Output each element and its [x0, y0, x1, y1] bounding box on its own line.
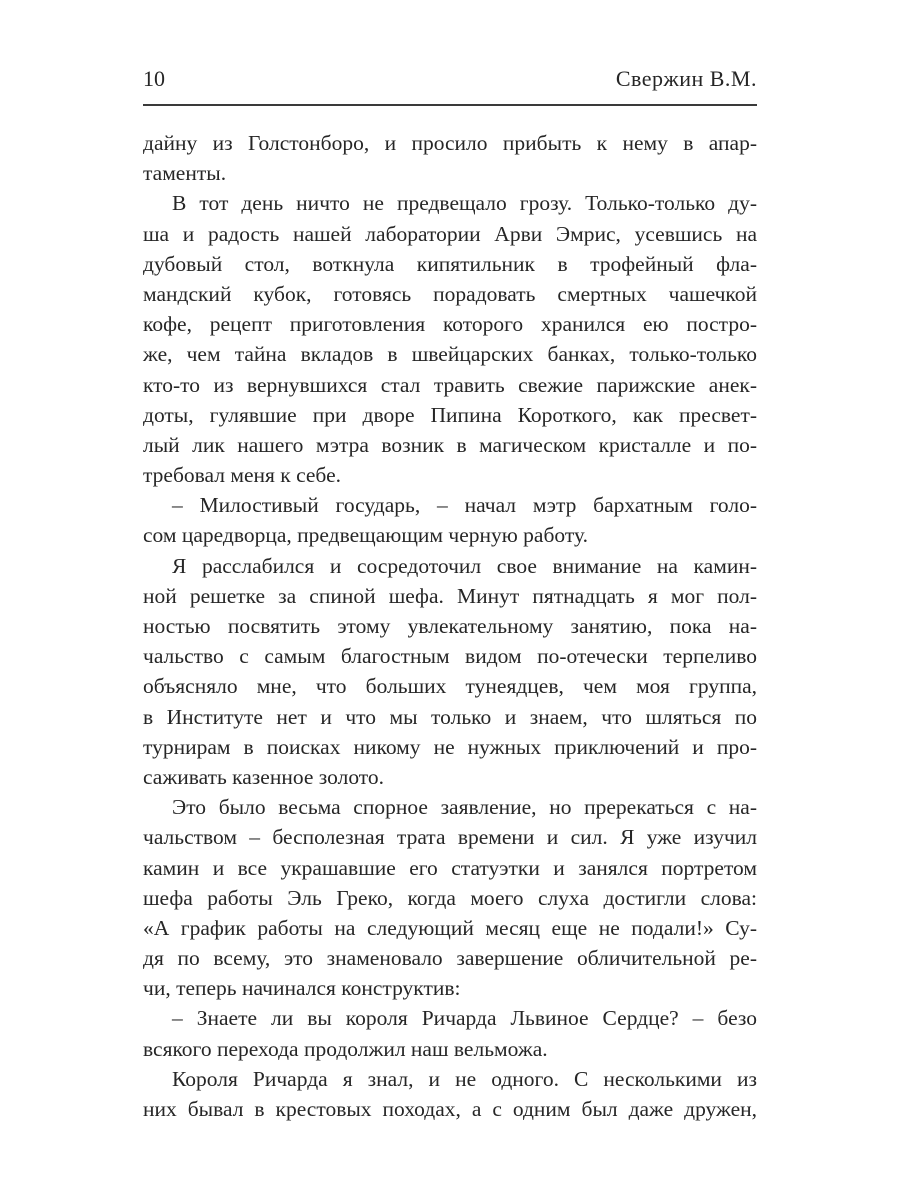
text-line: требовал меня к себе.	[143, 463, 342, 488]
text-line: дайну из Голстонборо, и просило прибыть к нему в апар-	[143, 131, 757, 155]
text-line: чальством – бесполезная трата времени и сил. Я уже изучил	[143, 825, 757, 850]
paragraph	[143, 128, 757, 188]
text-line: ной решетке за спиной шефа. Минут пятнадцать я мог пол-	[143, 583, 757, 608]
text-line: мандский кубок, готовясь порадовать смертных чашечкой	[143, 281, 757, 306]
text-line: турнирам в поисках никому не нужных приключений и про-	[143, 734, 757, 759]
paragraph	[143, 188, 757, 490]
text-line: Я расслабился и сосредоточил свое внимание на камин-	[172, 553, 757, 578]
text-line: Это было весьма спорное заявление, но пререкаться с на-	[172, 795, 757, 820]
text-line: объясняло мне, что больших тунеядцев, чем моя группа,	[143, 674, 757, 699]
text-line: таменты.	[143, 161, 227, 186]
paragraph	[143, 1003, 757, 1063]
text-line: Короля Ричарда я знал, и не одного. С несколькими из	[172, 1066, 757, 1091]
text-line: кофе, рецепт приготовления которого хранился ею постро-	[143, 312, 757, 337]
text-line: доты, гулявшие при дворе Пипина Короткого, как пресвет-	[143, 402, 757, 427]
text-line: камин и все украшавшие его статуэтки и занялся портретом	[143, 855, 757, 880]
paragraph	[143, 551, 757, 793]
text-line: сом царедворца, предвещающим черную работу.	[143, 523, 588, 548]
page-body-text	[143, 128, 757, 1124]
paragraph	[143, 1064, 757, 1124]
text-line: кто-то из вернувшихся стал травить свежие парижские анек-	[143, 372, 757, 397]
text-line: чи, теперь начинался конструктив:	[143, 976, 461, 1001]
text-line: саживать казенное золото.	[143, 764, 385, 789]
paragraph	[143, 792, 757, 1003]
text-line: ностью посвятить этому увлекательному занятию, пока на-	[143, 614, 757, 638]
text-line: всякого перехода продолжил наш вельможа.	[143, 1036, 548, 1061]
text-line: ша и радость нашей лаборатории Арви Эмрис, усевшись на	[143, 221, 757, 246]
text-line: – Знаете ли вы короля Ричарда Львиное Сердце? – безо	[172, 1006, 757, 1031]
text-line: шефа работы Эль Греко, когда моего слуха достигли слова:	[143, 885, 757, 910]
header-rule	[143, 104, 757, 106]
text-line: чальство с самым благостным видом по-отечески терпеливо	[143, 644, 757, 669]
text-line: «А график работы на следующий месяц еще не подали!» Су-	[143, 915, 757, 940]
text-line: них бывал в крестовых походах, а с одним был даже дружен,	[143, 1097, 757, 1121]
text-line: дубовый стол, воткнула кипятильник в трофейный фла-	[143, 251, 757, 276]
page-number: 10	[143, 66, 165, 91]
text-line: же, чем тайна вкладов в швейцарских банках, только-только	[143, 342, 757, 367]
running-header	[143, 66, 757, 96]
text-line: в Институте нет и что мы только и знаем, что шляться по	[143, 704, 757, 729]
text-line: лый лик нашего мэтра возник в магическом кристалле и по-	[143, 432, 757, 457]
author-name: Свержин В.М.	[615, 66, 757, 91]
text-line: дя по всему, это знаменовало завершение обличительной ре-	[143, 946, 757, 971]
text-line: В тот день ничто не предвещало грозу. Только-только ду-	[172, 191, 757, 216]
paragraph	[143, 490, 757, 550]
text-line: – Милостивый государь, – начал мэтр бархатным голо-	[172, 493, 757, 518]
